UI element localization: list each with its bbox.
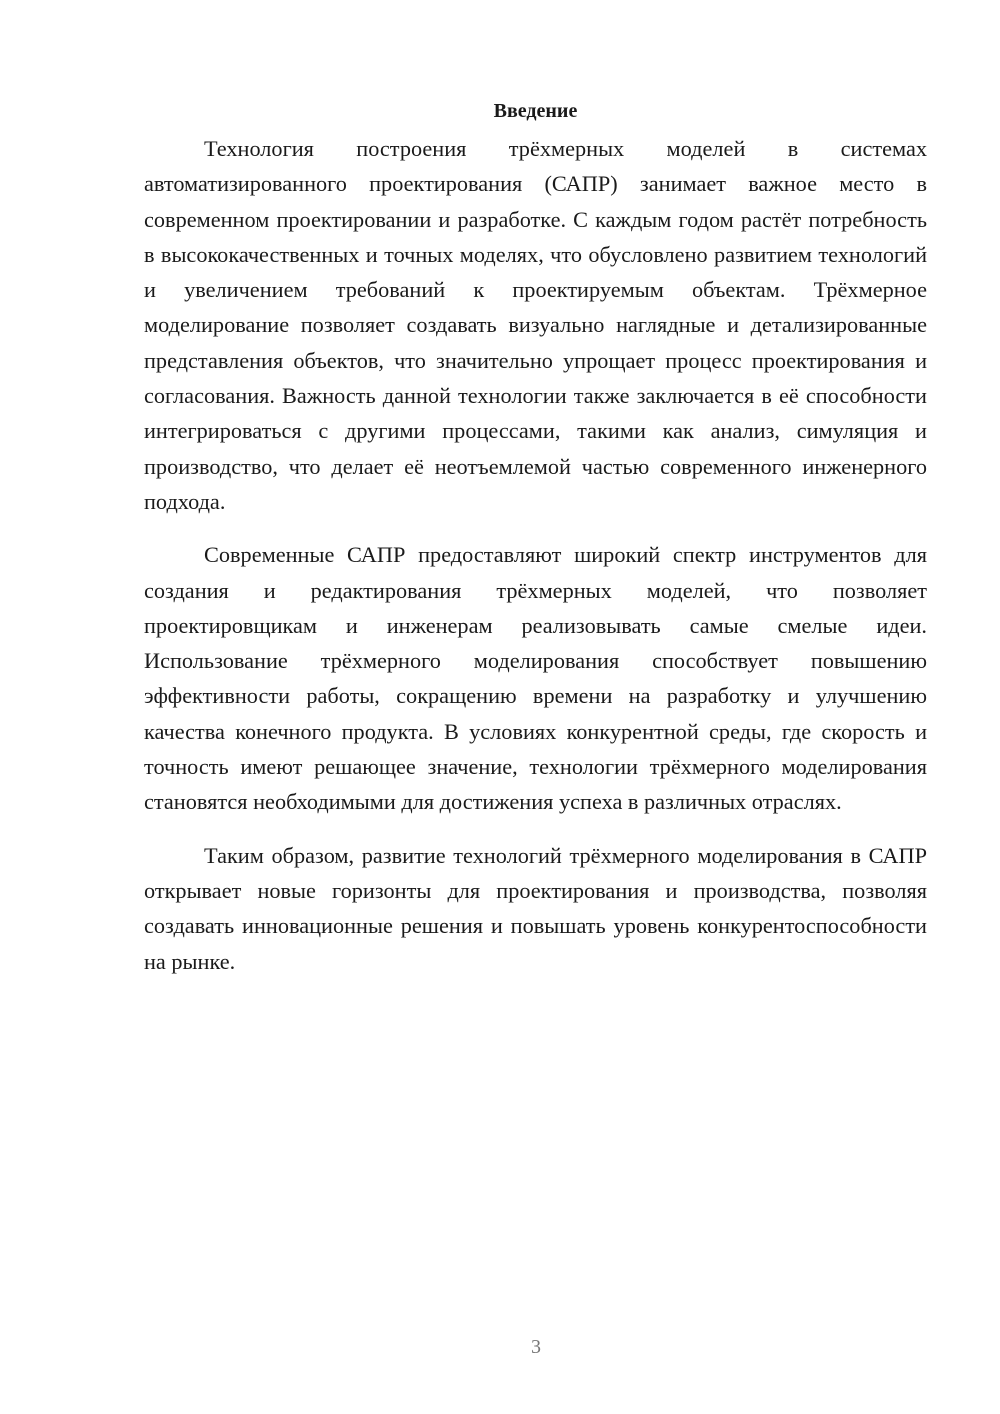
section-heading: Введение bbox=[493, 100, 578, 122]
page-number: 3 bbox=[531, 1336, 541, 1358]
paragraph-2: Современные САПР предоставляют широкий спектр инструментов для создания и редактирования трёхмерных моделей, что позволяет проектировщикам и инженерам реализовывать самые смелые идеи. Использование трёхмерного моделирования способствует повышению эффективности работы, сокращению времени на разработку и улучшению качества конечного продукта. В условиях конкурентной среды, где скорость и точность имеют решающее значение, технологии трёхмерного моделирования становятся необходимыми для достижения успеха в различных отраслях. bbox=[144, 542, 927, 815]
paragraph-1: Технология построения трёхмерных моделей в системах автоматизированного проектирования (САПР) занимает важное место в современном проектировании и разработке. С каждым годом растёт потребность в высококачественных и точных моделях, что обусловлено развитием технологий и увеличением требований к проектируемым объектам. Трёхмерное моделирование позволяет создавать визуально наглядные и детализированные представления объектов, что значительно упрощает процесс проектирования и согласования. Важность данной технологии также заключается в её способности интегрироваться с другими процессами, такими как анализ, симуляция и производство, что делает её неотъемлемой частью современного инженерного подхода. bbox=[144, 136, 927, 514]
paragraph-3: Таким образом, развитие технологий трёхмерного моделирования в САПР открывает новые горизонты для проектирования и производства, позволяя создавать инновационные решения и повышать уровень конкурентоспособности на рынке. bbox=[144, 842, 927, 974]
page-content bbox=[144, 96, 927, 997]
